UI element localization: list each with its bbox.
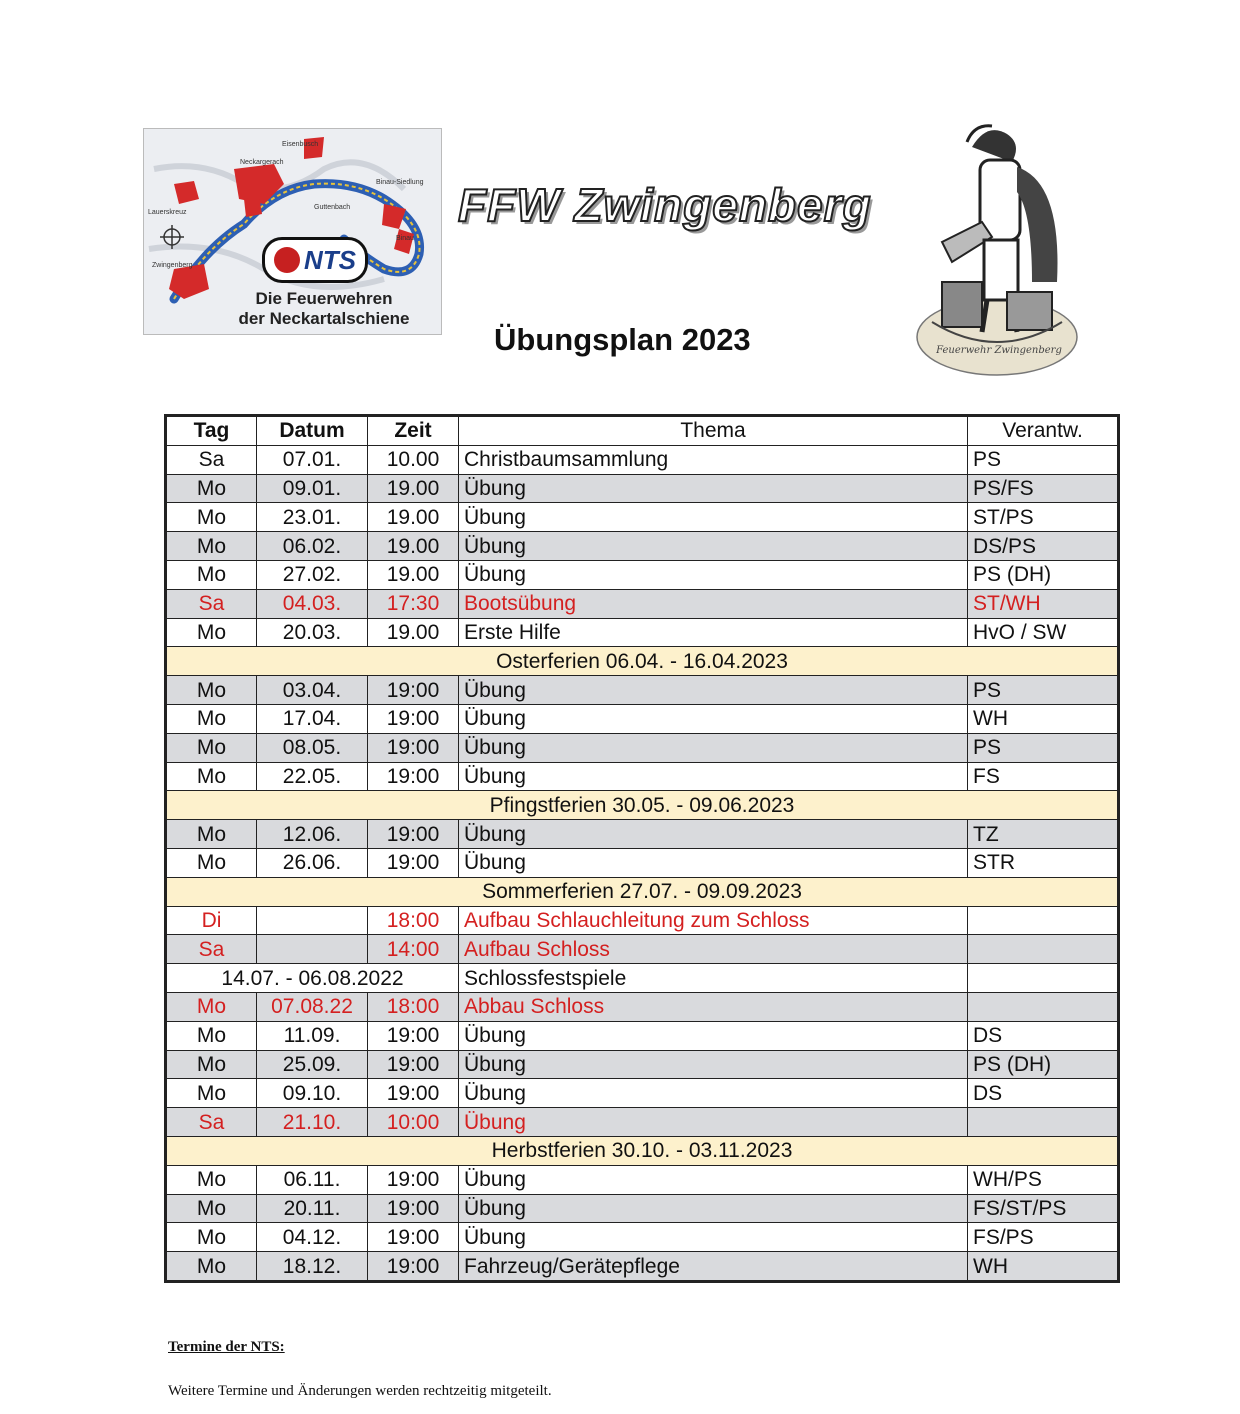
topic-cell: Übung (459, 1050, 968, 1079)
topic-cell: Übung (459, 532, 968, 561)
nts-caption-line2: der Neckartalschiene (238, 309, 410, 328)
table-row (166, 1050, 1119, 1079)
header-datum: Datum (257, 416, 368, 446)
table-row (166, 474, 1119, 503)
responsible-cell: PS/FS (968, 474, 1119, 503)
day-cell: Mo (166, 1194, 257, 1223)
nts-dates-heading: Termine der NTS: (168, 1339, 285, 1355)
topic-cell: Aufbau Schlauchleitung zum Schloss (459, 906, 968, 935)
topic-cell: Übung (459, 560, 968, 589)
day-cell: Mo (166, 1252, 257, 1282)
date-cell: 04.12. (257, 1223, 368, 1252)
time-cell: 19:00 (368, 676, 459, 705)
day-cell: Mo (166, 560, 257, 589)
responsible-cell: PS (968, 445, 1119, 474)
topic-cell: Übung (459, 733, 968, 762)
date-cell: 21.10. (257, 1108, 368, 1137)
responsible-cell: HvO / SW (968, 618, 1119, 647)
time-cell: 19:00 (368, 762, 459, 791)
map-label-binau: Binau (396, 235, 414, 242)
table-row (166, 1079, 1119, 1108)
time-cell: 19:00 (368, 848, 459, 877)
topic-cell: Erste Hilfe (459, 618, 968, 647)
table-row (166, 589, 1119, 618)
schedule-table (164, 414, 1120, 1283)
day-cell: Di (166, 906, 257, 935)
topic-cell: Übung (459, 1194, 968, 1223)
emblem-caption: Feuerwehr Zwingenberg (936, 345, 1062, 356)
time-cell: 18:00 (368, 906, 459, 935)
date-cell: 04.03. (257, 589, 368, 618)
time-cell: 19:00 (368, 704, 459, 733)
map-label-neckargerach: Neckargerach (240, 159, 284, 166)
holiday-label: Sommerferien 27.07. - 09.09.2023 (166, 877, 1119, 906)
topic-cell: Übung (459, 1165, 968, 1194)
nts-badge-text: NTS (304, 244, 356, 275)
topic-cell: Übung (459, 1021, 968, 1050)
responsible-cell (968, 906, 1119, 935)
date-cell: 07.08.22 (257, 992, 368, 1021)
fire-emblem-icon (274, 247, 300, 273)
time-cell: 19:00 (368, 1223, 459, 1252)
table-row (166, 445, 1119, 474)
holiday-row (166, 791, 1119, 820)
time-cell: 19.00 (368, 532, 459, 561)
day-cell: Mo (166, 733, 257, 762)
day-cell: Mo (166, 820, 257, 849)
date-cell: 18.12. (257, 1252, 368, 1282)
holiday-label: Pfingstferien 30.05. - 09.06.2023 (166, 791, 1119, 820)
holiday-row (166, 877, 1119, 906)
table-row (166, 676, 1119, 705)
day-cell: Mo (166, 1050, 257, 1079)
topic-cell: Übung (459, 676, 968, 705)
header-zeit: Zeit (368, 416, 459, 446)
responsible-cell: WH (968, 1252, 1119, 1282)
table-row (166, 820, 1119, 849)
day-cell: Mo (166, 1079, 257, 1108)
table-row (166, 704, 1119, 733)
responsible-cell: PS (968, 733, 1119, 762)
day-cell: Mo (166, 992, 257, 1021)
date-cell: 25.09. (257, 1050, 368, 1079)
schedule-body (166, 445, 1119, 1281)
date-cell: 09.10. (257, 1079, 368, 1108)
header-tag: Tag (166, 416, 257, 446)
map-label-lauerskreuz: Lauerskreuz (148, 209, 187, 216)
day-cell: Mo (166, 1165, 257, 1194)
responsible-cell (968, 1108, 1119, 1137)
table-row (166, 848, 1119, 877)
header-thema: Thema (459, 416, 968, 446)
knight-emblem-icon (912, 122, 1082, 377)
table-row (166, 1252, 1119, 1282)
topic-cell: Bootsübung (459, 589, 968, 618)
day-cell: Mo (166, 1223, 257, 1252)
date-cell (257, 935, 368, 964)
time-cell: 19:00 (368, 1079, 459, 1108)
time-cell: 18:00 (368, 992, 459, 1021)
responsible-cell: DS/PS (968, 532, 1119, 561)
responsible-cell: FS/ST/PS (968, 1194, 1119, 1223)
table-row (166, 560, 1119, 589)
day-cell: Mo (166, 532, 257, 561)
topic-cell: Abbau Schloss (459, 992, 968, 1021)
table-row (166, 733, 1119, 762)
table-row (166, 1223, 1119, 1252)
nts-badge (262, 237, 368, 283)
date-cell: 03.04. (257, 676, 368, 705)
date-cell (257, 906, 368, 935)
holiday-label: Herbstferien 30.10. - 03.11.2023 (166, 1136, 1119, 1165)
time-cell: 19:00 (368, 1050, 459, 1079)
responsible-cell: FS/PS (968, 1223, 1119, 1252)
responsible-cell: PS (DH) (968, 560, 1119, 589)
time-cell: 19:00 (368, 820, 459, 849)
time-cell: 19:00 (368, 1165, 459, 1194)
header-verantw: Verantw. (968, 416, 1119, 446)
date-cell: 11.09. (257, 1021, 368, 1050)
day-cell: Sa (166, 589, 257, 618)
table-row (166, 1194, 1119, 1223)
responsible-cell: DS (968, 1021, 1119, 1050)
table-row (166, 1165, 1119, 1194)
topic-cell: Übung (459, 1108, 968, 1137)
table-row (166, 935, 1119, 964)
day-cell: Mo (166, 474, 257, 503)
date-cell: 12.06. (257, 820, 368, 849)
time-cell: 14:00 (368, 935, 459, 964)
time-cell: 19:00 (368, 1194, 459, 1223)
day-cell: Mo (166, 618, 257, 647)
topic-cell: Christbaumsammlung (459, 445, 968, 474)
table-row (166, 1021, 1119, 1050)
responsible-cell: PS (968, 676, 1119, 705)
footer-note: Weitere Termine und Änderungen werden rechtzeitig mitgeteilt. (168, 1383, 552, 1399)
table-row (166, 964, 1119, 993)
holiday-row (166, 1136, 1119, 1165)
topic-cell: Übung (459, 474, 968, 503)
topic-cell: Aufbau Schloss (459, 935, 968, 964)
date-cell: 26.06. (257, 848, 368, 877)
topic-cell: Übung (459, 820, 968, 849)
date-cell: 17.04. (257, 704, 368, 733)
responsible-cell: PS (DH) (968, 1050, 1119, 1079)
day-cell: Mo (166, 1021, 257, 1050)
topic-cell: Übung (459, 1079, 968, 1108)
time-cell: 10.00 (368, 445, 459, 474)
topic-cell: Übung (459, 848, 968, 877)
responsible-cell (968, 964, 1119, 993)
responsible-cell: WH (968, 704, 1119, 733)
time-cell: 19.00 (368, 503, 459, 532)
table-row (166, 906, 1119, 935)
responsible-cell: ST/PS (968, 503, 1119, 532)
holiday-row (166, 647, 1119, 676)
table-row (166, 762, 1119, 791)
table-row (166, 618, 1119, 647)
table-row (166, 1108, 1119, 1137)
day-cell: Mo (166, 704, 257, 733)
responsible-cell: TZ (968, 820, 1119, 849)
time-cell: 19.00 (368, 560, 459, 589)
nts-logo (143, 128, 442, 335)
day-cell: Mo (166, 848, 257, 877)
date-cell: 07.01. (257, 445, 368, 474)
table-row (166, 532, 1119, 561)
responsible-cell (968, 935, 1119, 964)
responsible-cell: FS (968, 762, 1119, 791)
time-cell: 19.00 (368, 618, 459, 647)
date-cell: 06.11. (257, 1165, 368, 1194)
date-cell: 20.03. (257, 618, 368, 647)
responsible-cell: DS (968, 1079, 1119, 1108)
time-cell: 19:00 (368, 733, 459, 762)
day-cell: Mo (166, 503, 257, 532)
topic-cell: Übung (459, 762, 968, 791)
page-title: Übungsplan 2023 (494, 322, 751, 357)
time-cell: 10:00 (368, 1108, 459, 1137)
map-label-binau-siedlung: Binau-Siedlung (376, 179, 424, 186)
period-cell: 14.07. - 06.08.2022 (166, 964, 459, 993)
day-cell: Mo (166, 676, 257, 705)
map-label-zwingenberg: Zwingenberg (152, 262, 193, 269)
date-cell: 09.01. (257, 474, 368, 503)
time-cell: 19.00 (368, 474, 459, 503)
responsible-cell: STR (968, 848, 1119, 877)
date-cell: 22.05. (257, 762, 368, 791)
topic-cell: Übung (459, 1223, 968, 1252)
table-row (166, 992, 1119, 1021)
map-label-guttenbach: Guttenbach (314, 204, 351, 211)
topic-cell: Übung (459, 704, 968, 733)
day-cell: Sa (166, 445, 257, 474)
topic-cell: Übung (459, 503, 968, 532)
time-cell: 19:00 (368, 1252, 459, 1282)
day-cell: Mo (166, 762, 257, 791)
topic-cell: Schlossfestspiele (459, 964, 968, 993)
brand-title: FFW Zwingenberg (458, 179, 872, 231)
map-label-eisenbusch: Eisenbusch (282, 141, 319, 148)
table-header-row (166, 416, 1119, 446)
responsible-cell (968, 992, 1119, 1021)
time-cell: 19:00 (368, 1021, 459, 1050)
date-cell: 23.01. (257, 503, 368, 532)
date-cell: 20.11. (257, 1194, 368, 1223)
topic-cell: Fahrzeug/Gerätepflege (459, 1252, 968, 1282)
date-cell: 27.02. (257, 560, 368, 589)
responsible-cell: ST/WH (968, 589, 1119, 618)
day-cell: Sa (166, 935, 257, 964)
time-cell: 17:30 (368, 589, 459, 618)
table-row (166, 503, 1119, 532)
day-cell: Sa (166, 1108, 257, 1137)
responsible-cell: WH/PS (968, 1165, 1119, 1194)
date-cell: 08.05. (257, 733, 368, 762)
holiday-label: Osterferien 06.04. - 16.04.2023 (166, 647, 1119, 676)
date-cell: 06.02. (257, 532, 368, 561)
nts-caption-line1: Die Feuerwehren (255, 289, 393, 308)
